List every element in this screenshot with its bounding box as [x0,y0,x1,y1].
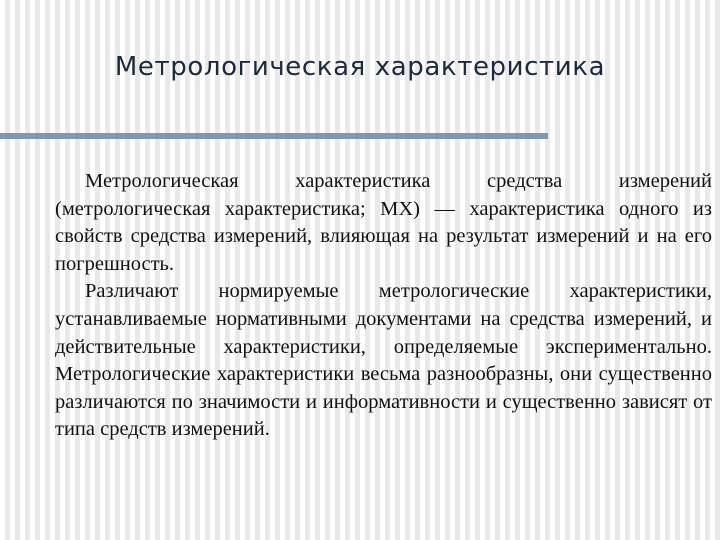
slide-body [55,168,712,444]
slide-title: Метрологическая характеристика [114,52,606,82]
title-divider [0,133,548,139]
paragraph-definition: Метрологическая характеристика средства измерений (метрологическая характеристика; МХ) — характеристика одного из свойств средства измерений, влияющая на результат измерений и на его погрешность. [55,170,712,275]
paragraph-classification: Различают нормируемые метрологические характеристики, устанавливаемые нормативными документами на средства измерений, и действительные характеристики, определяемые экспериментально. Метрологические характеристики весьма разнообразны, они существенно различаются по значимости и информативности и существенно зависят от типа средств измерений. [55,280,712,441]
